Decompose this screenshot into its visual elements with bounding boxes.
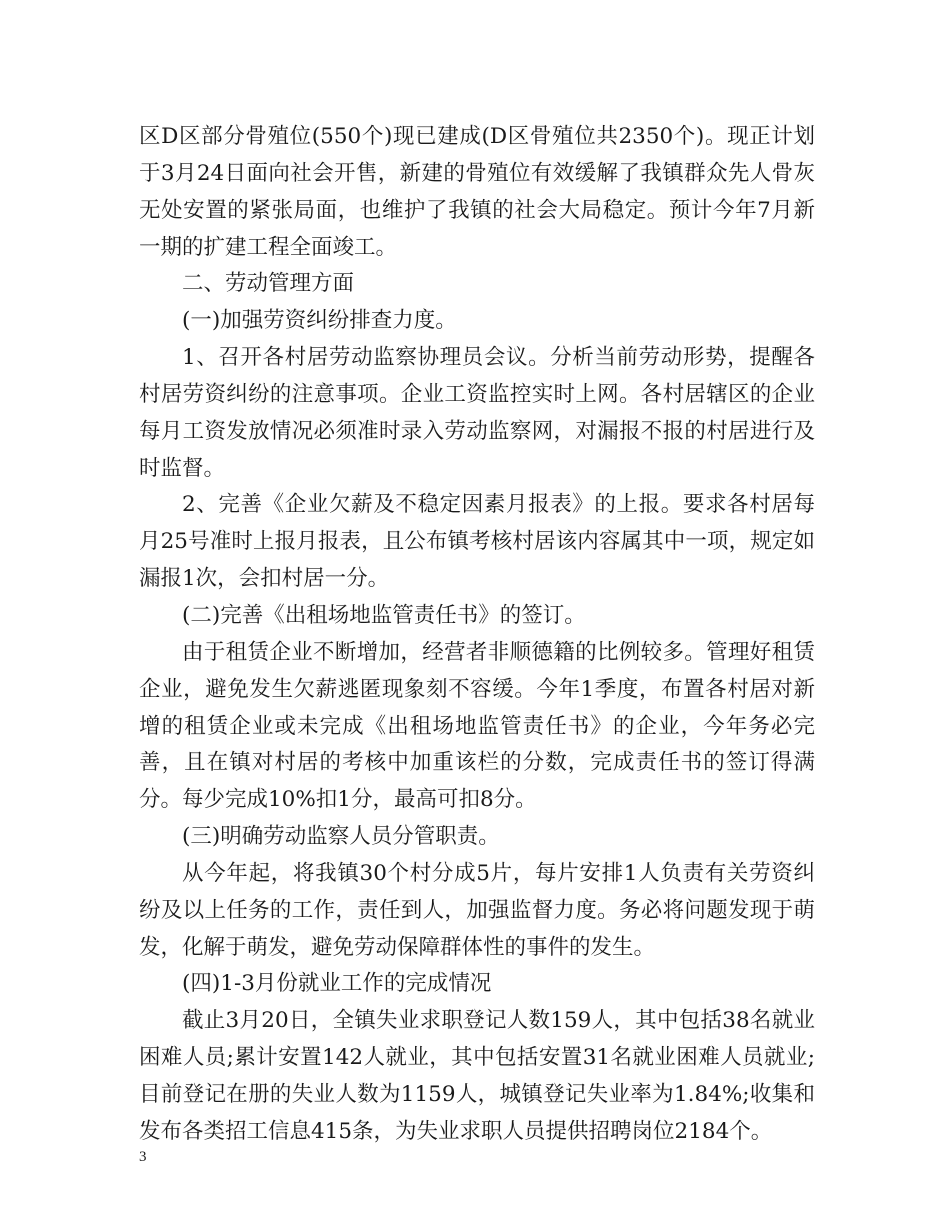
document-body: [139, 119, 815, 1151]
page-number: 3: [139, 1149, 147, 1165]
subheading-labor-dispute-inspection: (一)加强劳资纠纷排查力度。: [182, 308, 457, 334]
paragraph-rental-enterprises: 由于租赁企业不断增加，经营者非顺德籍的比例较多。管理好租赁企业，避免发生欠薪逃匿现象刻不容缓。今年1季度，布置各村居对新增的租赁企业或未完成《出租场地监管责任书》的企业，今年务必完善，且在镇对村居的考核中加重该栏的分数，完成责任书的签订得满分。每少完成10%扣1分，最高可扣8分。: [139, 639, 815, 813]
section-heading-labor-management: 二、劳动管理方面: [182, 271, 355, 297]
paragraph-employment-statistics: 截止3月20日，全镇失业求职登记人数159人，其中包括38名就业困难人员;累计安置142人就业，其中包括安置31名就业困难人员就业;目前登记在册的失业人数为1159人，城镇登记失业率为1.84%;收集和发布各类招工信息415条，为失业求职人员提供招聘岗位2184个。: [139, 1008, 815, 1144]
subheading-employment-q1: (四)1-3月份就业工作的完成情况: [182, 971, 492, 997]
paragraph-cemetery-niches: 区D区部分骨殖位(550个)现已建成(D区骨殖位共2350个)。现正计划于3月24日面向社会开售，新建的骨殖位有效缓解了我镇群众先人骨灰无处安置的紧张局面，也维护了我镇的社会大局稳定。预计今年7月新一期的扩建工程全面竣工。: [139, 124, 815, 260]
paragraph-coordinator-meeting: 1、召开各村居劳动监察协理员会议。分析当前劳动形势，提醒各村居劳资纠纷的注意事项。企业工资监控实时上网。各村居辖区的企业每月工资发放情况必须准时录入劳动监察网，对漏报不报的村居进行及时监督。: [139, 345, 815, 481]
subheading-rental-site-responsibility: (二)完善《出租场地监管责任书》的签订。: [182, 602, 586, 628]
paragraph-monthly-report: 2、完善《企业欠薪及不稳定因素月报表》的上报。要求各村居每月25号准时上报月报表，且公布镇考核村居该内容属其中一项，规定如漏报1次，会扣村居一分。: [139, 492, 815, 592]
paragraph-village-zones: 从今年起，将我镇30个村分成5片，每片安排1人负责有关劳资纠纷及以上任务的工作，责任到人，加强监督力度。务必将问题发现于萌发，化解于萌发，避免劳动保障群体性的事件的发生。: [139, 860, 815, 960]
subheading-inspector-duties: (三)明确劳动监察人员分管职责。: [182, 824, 500, 850]
